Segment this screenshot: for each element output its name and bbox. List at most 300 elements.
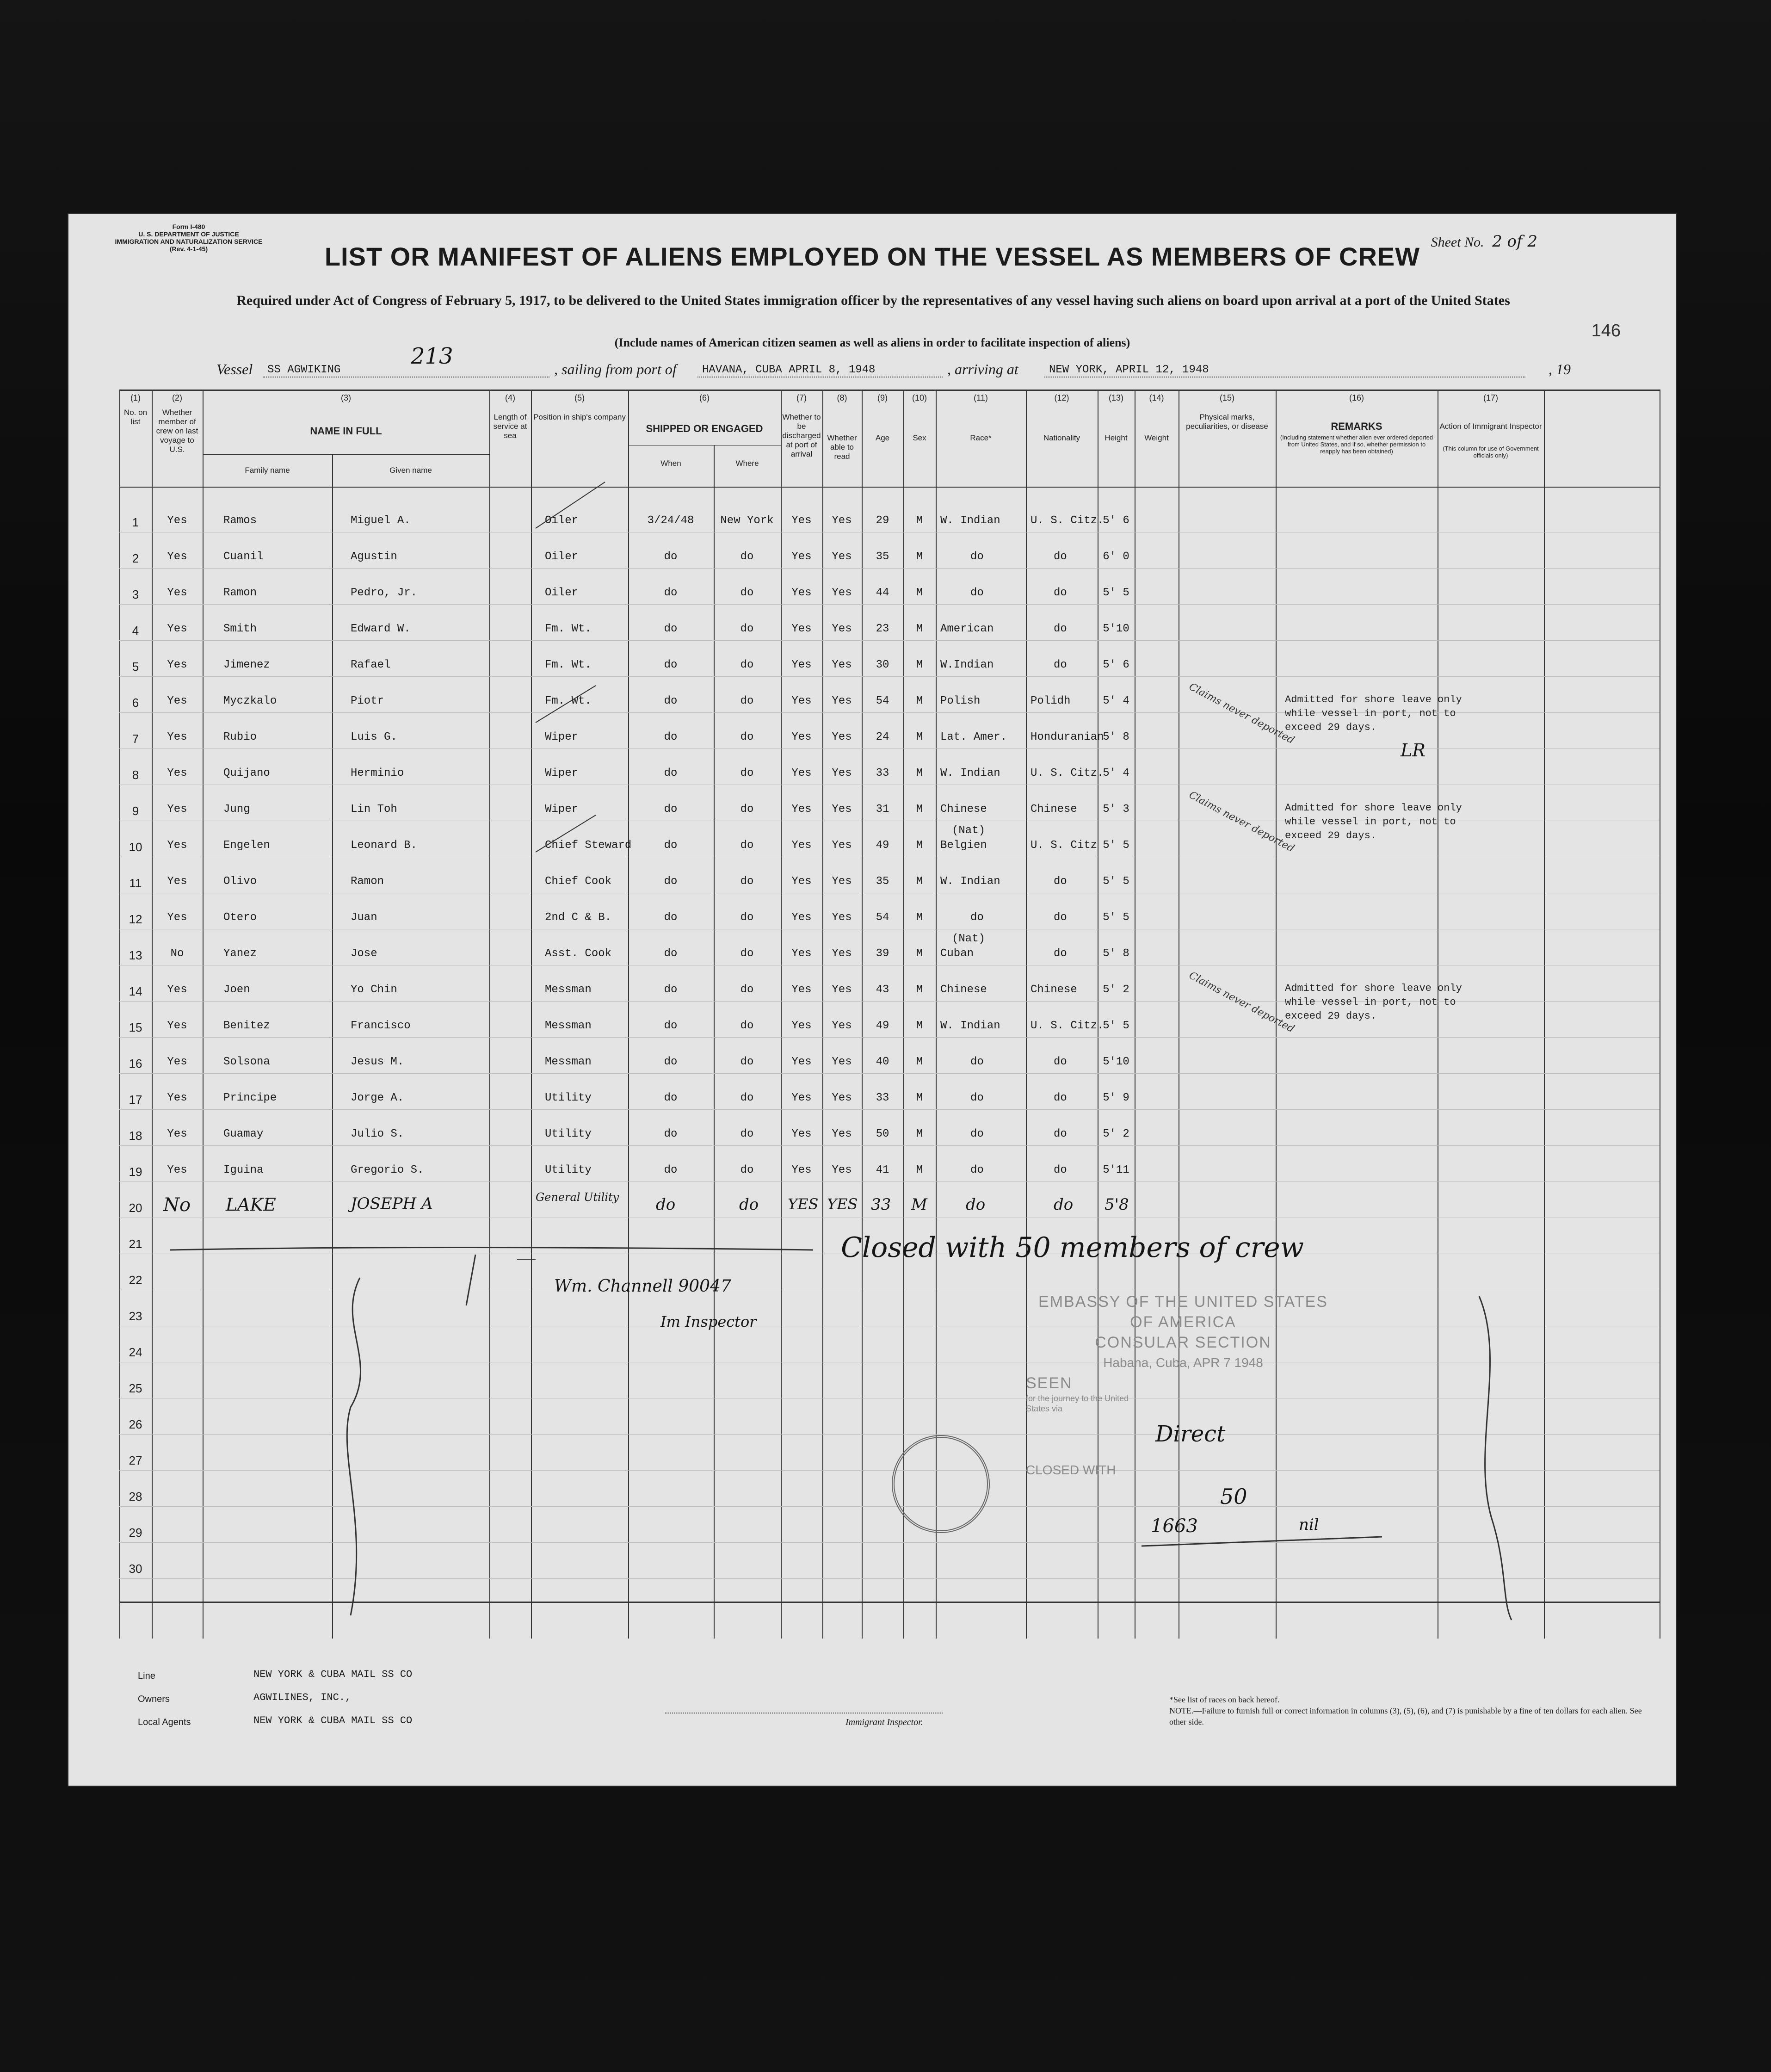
shipped-where: do bbox=[740, 731, 754, 743]
crew-last-voyage-hw: No bbox=[163, 1194, 191, 1216]
family-name: Cuanil bbox=[223, 550, 264, 563]
shipped-where: do bbox=[740, 550, 754, 563]
lr-initials: LR bbox=[1401, 740, 1425, 761]
stamp-line-4: Habana, Cuba, APR 7 1948 bbox=[1103, 1355, 1263, 1370]
family-name: Ramon bbox=[223, 587, 257, 599]
column-number: (6) bbox=[699, 393, 710, 402]
nationality: do bbox=[1054, 1092, 1067, 1104]
crew-last-voyage: Yes bbox=[167, 550, 187, 563]
row-line bbox=[119, 1506, 1660, 1507]
given-name: Jorge A. bbox=[351, 1092, 404, 1104]
row-line bbox=[119, 604, 1660, 605]
able-to-read: Yes bbox=[832, 587, 852, 599]
family-name: Smith bbox=[223, 623, 257, 635]
row-line bbox=[119, 1578, 1660, 1579]
given-name-header: Given name bbox=[389, 466, 432, 475]
form-revision: (Rev. 4-1-45) bbox=[169, 245, 208, 253]
vessel-line bbox=[216, 343, 1586, 379]
column-header: Position in ship's company bbox=[533, 413, 626, 421]
shipped-where: do bbox=[740, 767, 754, 779]
given-name: Pedro, Jr. bbox=[351, 587, 418, 599]
height: 5'10 bbox=[1103, 1056, 1129, 1068]
shipped-when: do bbox=[664, 803, 678, 816]
column-divider bbox=[862, 390, 863, 1639]
shipped-where: do bbox=[740, 1056, 754, 1068]
direct-note: Direct bbox=[1155, 1421, 1226, 1447]
age: 23 bbox=[876, 623, 889, 635]
form-service: IMMIGRATION AND NATURALIZATION SERVICE bbox=[115, 238, 263, 245]
discharged: Yes bbox=[791, 767, 812, 779]
nationality: do bbox=[1054, 875, 1067, 888]
age: 33 bbox=[876, 767, 889, 779]
shipped-where: do bbox=[740, 875, 754, 888]
given-name: Rafael bbox=[351, 659, 391, 671]
crew-last-voyage: Yes bbox=[167, 514, 187, 527]
row-line bbox=[119, 748, 1660, 749]
nationality: do bbox=[1054, 911, 1067, 924]
footer-agents-label: Local Agents bbox=[138, 1717, 191, 1727]
stamp-line-7: CLOSED WITH bbox=[1026, 1463, 1116, 1477]
crew-last-voyage: Yes bbox=[167, 1056, 187, 1068]
age: 24 bbox=[876, 731, 889, 743]
row-line bbox=[119, 1145, 1660, 1146]
sex: M bbox=[916, 731, 923, 743]
column-header: Race* bbox=[970, 433, 992, 442]
race: Lat. Amer. bbox=[940, 731, 1007, 743]
remarks-text: Admitted for shore leave only while vessel in port, not to exceed 29 days. bbox=[1285, 802, 1462, 841]
name-in-full-header: NAME IN FULL bbox=[310, 425, 382, 437]
row-number: 13 bbox=[129, 948, 142, 962]
closed-with-count: 50 bbox=[1220, 1484, 1247, 1509]
height: 5' 6 bbox=[1103, 514, 1129, 527]
footer-owners-value: AGWILINES, INC., bbox=[253, 1692, 352, 1703]
footer-line-label: Line bbox=[138, 1671, 155, 1681]
row-line bbox=[119, 1470, 1660, 1471]
column-number: (13) bbox=[1108, 393, 1123, 402]
position: Chief Steward bbox=[545, 839, 632, 852]
discharged: Yes bbox=[791, 875, 812, 888]
discharged: Yes bbox=[791, 623, 812, 635]
able-to-read: Yes bbox=[832, 1164, 852, 1176]
shipped-where-hw: do bbox=[739, 1195, 759, 1214]
age: 43 bbox=[876, 983, 889, 996]
year-label: , 19 bbox=[1549, 361, 1571, 377]
table-bottom-border bbox=[119, 1602, 1660, 1603]
family-name: Iguina bbox=[223, 1164, 264, 1176]
sex: M bbox=[916, 803, 923, 816]
nationality: Polidh bbox=[1031, 695, 1071, 707]
height: 5' 5 bbox=[1103, 911, 1129, 924]
page-title: LIST OR MANIFEST OF ALIENS EMPLOYED ON THE VESSEL AS MEMBERS OF CREW bbox=[324, 242, 1420, 271]
row-number: 20 bbox=[129, 1201, 142, 1215]
race: Polish bbox=[940, 695, 981, 707]
crew-last-voyage: Yes bbox=[167, 623, 187, 635]
height: 5' 9 bbox=[1103, 1092, 1129, 1104]
position: Fm. Wt. bbox=[545, 695, 592, 707]
shipped-where: do bbox=[740, 659, 754, 671]
discharged: Yes bbox=[791, 803, 812, 816]
shipped-when: do bbox=[664, 1092, 678, 1104]
nationality: U. S. Citz. bbox=[1031, 514, 1104, 527]
sex: M bbox=[916, 875, 923, 888]
race: Cuban bbox=[940, 947, 974, 960]
position: Messman bbox=[545, 1056, 592, 1068]
position: Utility bbox=[545, 1164, 592, 1176]
sex: M bbox=[916, 659, 923, 671]
shipped-when: do bbox=[664, 947, 678, 960]
position-hw: General Utility bbox=[536, 1191, 619, 1204]
discharged: Yes bbox=[791, 514, 812, 527]
race: do bbox=[970, 1092, 984, 1104]
inspector-title: Im Inspector bbox=[660, 1313, 757, 1330]
sailing-label: , sailing from port of bbox=[554, 361, 677, 377]
row-line bbox=[119, 640, 1660, 641]
given-name: Yo Chin bbox=[351, 983, 397, 996]
column-number: (2) bbox=[172, 393, 182, 402]
shipped-where: do bbox=[740, 1020, 754, 1032]
squiggle-line bbox=[1479, 1296, 1512, 1620]
sex: M bbox=[916, 514, 923, 527]
able-to-read: Yes bbox=[832, 947, 852, 960]
age: 44 bbox=[876, 587, 889, 599]
family-name: Jung bbox=[223, 803, 250, 816]
row-number: 6 bbox=[132, 696, 139, 710]
stamp-line-2: OF AMERICA bbox=[1130, 1313, 1236, 1331]
height: 5' 5 bbox=[1103, 1020, 1129, 1032]
arriving-at: NEW YORK, APRIL 12, 1948 bbox=[1049, 364, 1209, 376]
height: 6' 0 bbox=[1103, 550, 1129, 563]
given-name: Julio S. bbox=[351, 1128, 404, 1140]
able-to-read: Yes bbox=[832, 767, 852, 779]
manifest-sheet bbox=[68, 214, 1676, 1786]
row-line bbox=[119, 1542, 1660, 1543]
crew-last-voyage: Yes bbox=[167, 767, 187, 779]
row-number: 9 bbox=[132, 804, 139, 818]
family-name: Guamay bbox=[223, 1128, 264, 1140]
shipped-when: do bbox=[664, 1020, 678, 1032]
family-name-hw: LAKE bbox=[226, 1194, 276, 1215]
footer-agents-value: NEW YORK & CUBA MAIL SS CO bbox=[253, 1715, 413, 1726]
nationality: U. S. Citz. bbox=[1031, 1020, 1104, 1032]
shipped-where: do bbox=[740, 623, 754, 635]
column-number: (7) bbox=[796, 393, 807, 402]
given-name: Gregorio S. bbox=[351, 1164, 424, 1176]
claims-never-deported: Claims never deported bbox=[1187, 681, 1296, 747]
race: do bbox=[970, 550, 984, 563]
given-name: Lin Toh bbox=[351, 803, 397, 816]
footer-owners-label: Owners bbox=[138, 1694, 170, 1704]
family-name-header: Family name bbox=[245, 466, 290, 475]
discharged: Yes bbox=[791, 983, 812, 996]
nationality: do bbox=[1054, 947, 1067, 960]
shipped-when: do bbox=[664, 875, 678, 888]
position: Fm. Wt. bbox=[545, 659, 592, 671]
closing-number: 1663 bbox=[1151, 1515, 1198, 1537]
given-name: Agustin bbox=[351, 550, 397, 563]
nationality-hw: do bbox=[1054, 1195, 1074, 1214]
shipped-when: do bbox=[664, 731, 678, 743]
sex: M bbox=[916, 911, 923, 924]
column-header: Weight bbox=[1144, 433, 1169, 442]
position: Utility bbox=[545, 1092, 592, 1104]
age: 31 bbox=[876, 803, 889, 816]
form-number: Form I-480 bbox=[172, 223, 205, 230]
crew-last-voyage: Yes bbox=[167, 659, 187, 671]
given-name: Luis G. bbox=[351, 731, 397, 743]
height: 5' 2 bbox=[1103, 983, 1129, 996]
able-to-read: Yes bbox=[832, 875, 852, 888]
age: 49 bbox=[876, 1020, 889, 1032]
page-number: 146 bbox=[1591, 321, 1621, 340]
shipped-when-hw: do bbox=[656, 1195, 676, 1214]
remarks-header: REMARKS bbox=[1331, 421, 1382, 432]
sex: M bbox=[916, 550, 923, 563]
sheet-label: Sheet No. bbox=[1431, 235, 1484, 250]
height: 5' 6 bbox=[1103, 659, 1129, 671]
shipped-where: do bbox=[740, 947, 754, 960]
race: W.Indian bbox=[940, 659, 994, 671]
crew-last-voyage: Yes bbox=[167, 911, 187, 924]
crew-last-voyage: Yes bbox=[167, 1020, 187, 1032]
family-name: Benitez bbox=[223, 1020, 270, 1032]
shipped-when: 3/24/48 bbox=[647, 514, 694, 527]
age: 30 bbox=[876, 659, 889, 671]
strike-line bbox=[170, 1248, 813, 1250]
row-line bbox=[119, 1037, 1660, 1038]
crew-last-voyage: Yes bbox=[167, 875, 187, 888]
footnote-penalty: NOTE.—Failure to furnish full or correct information in columns (3), (5), (6), and (7) is punishable by a fine of ten dollars for each alien. See other side. bbox=[1169, 1706, 1642, 1726]
family-name: Rubio bbox=[223, 731, 257, 743]
crew-last-voyage: No bbox=[170, 947, 184, 960]
height: 5' 8 bbox=[1103, 947, 1129, 960]
discharged: Yes bbox=[791, 695, 812, 707]
height: 5' 8 bbox=[1103, 731, 1129, 743]
row-number: 2 bbox=[132, 551, 139, 565]
shipped-when: do bbox=[664, 659, 678, 671]
row-number: 7 bbox=[132, 732, 139, 746]
column-divider bbox=[119, 390, 120, 1639]
shipped-when: do bbox=[664, 623, 678, 635]
column-number: (17) bbox=[1483, 393, 1498, 402]
able-to-read: Yes bbox=[832, 1092, 852, 1104]
footnotes bbox=[1169, 1694, 1655, 1727]
discharged: Yes bbox=[791, 1056, 812, 1068]
nationality: Chinese bbox=[1031, 803, 1077, 816]
shipped-when: do bbox=[664, 1164, 678, 1176]
able-to-read: Yes bbox=[832, 695, 852, 707]
family-name: Solsona bbox=[223, 1056, 270, 1068]
row-number: 29 bbox=[129, 1526, 142, 1540]
stamp-line-3: CONSULAR SECTION bbox=[1095, 1334, 1271, 1351]
position: Asst. Cook bbox=[545, 947, 612, 960]
family-name: Joen bbox=[223, 983, 250, 996]
row-number: 4 bbox=[132, 624, 139, 637]
column-number: (11) bbox=[974, 393, 988, 402]
position: Wiper bbox=[545, 731, 579, 743]
family-name: Jimenez bbox=[223, 659, 270, 671]
row-number: 19 bbox=[129, 1165, 142, 1179]
sex: M bbox=[916, 947, 923, 960]
column-number: (15) bbox=[1219, 393, 1234, 402]
when-header: When bbox=[660, 459, 681, 468]
nationality: do bbox=[1054, 623, 1067, 635]
crew-last-voyage: Yes bbox=[167, 695, 187, 707]
table-top-border bbox=[119, 390, 1660, 391]
crew-last-voyage: Yes bbox=[167, 1128, 187, 1140]
shipped-where: do bbox=[740, 1128, 754, 1140]
given-name: Edward W. bbox=[351, 623, 411, 635]
discharged: Yes bbox=[791, 1164, 812, 1176]
given-name: Leonard B. bbox=[351, 839, 418, 852]
able-to-read: Yes bbox=[832, 514, 852, 527]
race: American bbox=[940, 623, 994, 635]
discharged: Yes bbox=[791, 839, 812, 852]
nationality: do bbox=[1054, 587, 1067, 599]
height: 5' 3 bbox=[1103, 803, 1129, 816]
discharged: Yes bbox=[791, 911, 812, 924]
nationality: do bbox=[1054, 659, 1067, 671]
column-number: (16) bbox=[1349, 393, 1364, 402]
nil-note: nil bbox=[1299, 1515, 1319, 1534]
crew-last-voyage: Yes bbox=[167, 1092, 187, 1104]
shipped-when: do bbox=[664, 1056, 678, 1068]
age: 35 bbox=[876, 875, 889, 888]
sex-hw: M bbox=[911, 1195, 927, 1214]
row-number: 11 bbox=[129, 876, 142, 890]
sex: M bbox=[916, 839, 923, 852]
row-number: 21 bbox=[129, 1237, 142, 1251]
column-header: Physical marks, peculiarities, or disease bbox=[1186, 413, 1268, 431]
age: 33 bbox=[876, 1092, 889, 1104]
family-name: Ramos bbox=[223, 514, 257, 527]
age: 49 bbox=[876, 839, 889, 852]
header-bottom-border bbox=[119, 487, 1660, 488]
height: 5'11 bbox=[1103, 1164, 1129, 1176]
column-number: (14) bbox=[1149, 393, 1164, 402]
shipped-where: do bbox=[740, 587, 754, 599]
position: 2nd C & B. bbox=[545, 911, 612, 924]
row-number: 1 bbox=[132, 515, 139, 529]
crew-table bbox=[119, 390, 1676, 1639]
given-name: Juan bbox=[351, 911, 377, 924]
row-line bbox=[119, 1181, 1660, 1182]
naturalized-mark: (Nat) bbox=[952, 933, 986, 945]
discharged: Yes bbox=[791, 659, 812, 671]
requirement-text: Required under Act of Congress of February 5, 1917, to be delivered to the United States immigration officer by the representatives of any vessel having such aliens on board upon arrival at a port of the United States bbox=[236, 293, 1510, 308]
shipped-where: do bbox=[740, 983, 754, 996]
column-header: Sex bbox=[913, 433, 926, 442]
race-hw: do bbox=[966, 1195, 986, 1214]
vessel-label: Vessel bbox=[216, 361, 253, 377]
form-department: U. S. DEPARTMENT OF JUSTICE bbox=[138, 230, 239, 238]
position: Messman bbox=[545, 983, 592, 996]
signature-stroke bbox=[1142, 1537, 1382, 1546]
discharged-hw: YES bbox=[788, 1195, 819, 1213]
shipped-where: do bbox=[740, 1164, 754, 1176]
able-to-read-hw: YES bbox=[827, 1195, 858, 1213]
row-number: 24 bbox=[129, 1345, 142, 1359]
sex: M bbox=[916, 1128, 923, 1140]
include-note: (Include names of American citizen seamen as well as aliens in order to facilitate inspection of aliens) bbox=[614, 336, 1130, 349]
able-to-read: Yes bbox=[832, 731, 852, 743]
age: 29 bbox=[876, 514, 889, 527]
discharged: Yes bbox=[791, 550, 812, 563]
column-header: Length of service at sea bbox=[493, 413, 527, 440]
row-number: 15 bbox=[129, 1021, 142, 1034]
remarks-text: Admitted for shore leave only while vessel in port, not to exceed 29 days. bbox=[1285, 983, 1462, 1022]
row-number: 12 bbox=[129, 912, 142, 926]
inspector-label: Immigrant Inspector. bbox=[845, 1717, 923, 1727]
nationality: Chinese bbox=[1031, 983, 1077, 996]
row-number: 16 bbox=[129, 1057, 142, 1070]
stamp-line-5: SEEN bbox=[1026, 1374, 1073, 1392]
vessel-name: SS AGWIKING bbox=[267, 364, 341, 376]
footnote-races: *See list of races on back hereof. bbox=[1169, 1695, 1280, 1704]
family-name: Myczkalo bbox=[223, 695, 277, 707]
nationality: Honduranian bbox=[1031, 731, 1104, 743]
column-number: (1) bbox=[130, 393, 141, 402]
nationality: do bbox=[1054, 1056, 1067, 1068]
row-line bbox=[119, 676, 1660, 677]
race: Belgien bbox=[940, 839, 987, 852]
able-to-read: Yes bbox=[832, 839, 852, 852]
shipped-when: do bbox=[664, 550, 678, 563]
sex: M bbox=[916, 767, 923, 779]
discharged: Yes bbox=[791, 587, 812, 599]
crew-last-voyage: Yes bbox=[167, 1164, 187, 1176]
given-name: Ramon bbox=[351, 875, 384, 888]
shipped-when: do bbox=[664, 911, 678, 924]
column-number: (12) bbox=[1054, 393, 1069, 402]
height: 5' 2 bbox=[1103, 1128, 1129, 1140]
shipped-where: do bbox=[740, 695, 754, 707]
row-number: 22 bbox=[129, 1273, 142, 1287]
height: 5' 5 bbox=[1103, 839, 1129, 852]
action-inspector-header: Action of Immigrant Inspector bbox=[1439, 422, 1542, 431]
row-number: 5 bbox=[132, 660, 139, 674]
able-to-read: Yes bbox=[832, 1056, 852, 1068]
shipped-when: do bbox=[664, 839, 678, 852]
row-number: 14 bbox=[129, 984, 142, 998]
column-header: Height bbox=[1105, 433, 1128, 442]
race: Chinese bbox=[940, 983, 987, 996]
column-divider bbox=[531, 390, 532, 1639]
row-number: 27 bbox=[129, 1453, 142, 1467]
position: Wiper bbox=[545, 767, 579, 779]
discharged: Yes bbox=[791, 1092, 812, 1104]
crew-last-voyage: Yes bbox=[167, 587, 187, 599]
column-header: Whether member of crew on last voyage to U.S. bbox=[156, 408, 198, 454]
sheet-value: 2 of 2 bbox=[1492, 232, 1537, 251]
height: 5'10 bbox=[1103, 623, 1129, 635]
shipped-where: do bbox=[740, 839, 754, 852]
discharged: Yes bbox=[791, 1020, 812, 1032]
able-to-read: Yes bbox=[832, 623, 852, 635]
footer-line-value: NEW YORK & CUBA MAIL SS CO bbox=[253, 1669, 413, 1680]
race: do bbox=[970, 1164, 984, 1176]
given-name: Miguel A. bbox=[351, 514, 411, 527]
claims-never-deported: Claims never deported bbox=[1187, 970, 1296, 1035]
row-number: 25 bbox=[129, 1381, 142, 1395]
age: 50 bbox=[876, 1128, 889, 1140]
row-line bbox=[119, 1434, 1660, 1435]
age: 54 bbox=[876, 911, 889, 924]
crew-last-voyage: Yes bbox=[167, 803, 187, 816]
row-number: 10 bbox=[129, 840, 142, 854]
where-header: Where bbox=[735, 459, 759, 468]
family-name: Yanez bbox=[223, 947, 257, 960]
nationality: U. S. Citz bbox=[1031, 839, 1098, 852]
